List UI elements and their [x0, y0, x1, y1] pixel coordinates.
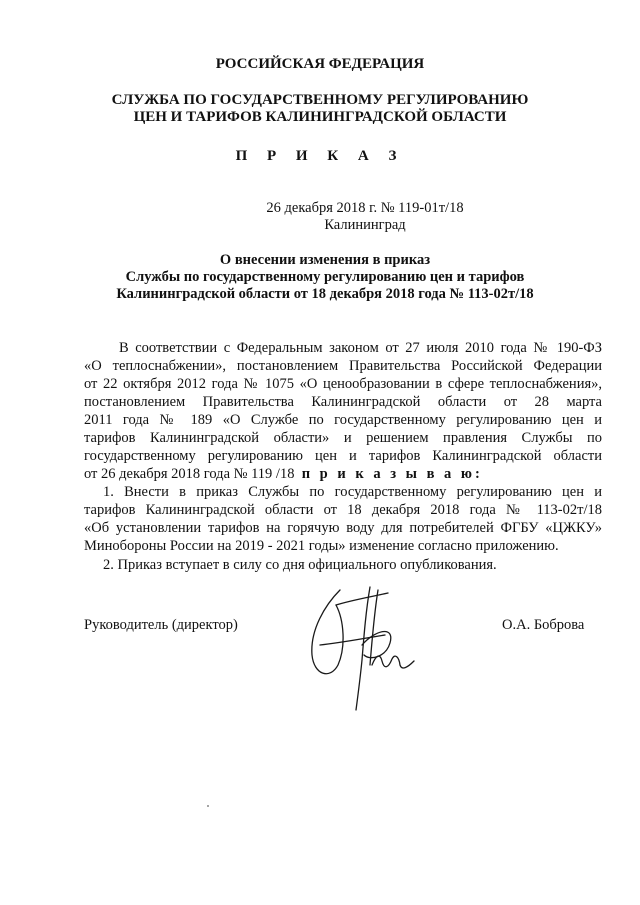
title-line2: Службы по государственному регулированию цен и тарифов: [125, 269, 525, 285]
p1-line: от 22 октября 2012 года № 1075 «О ценообразовании в сфере теплоснабжения»,: [84, 376, 602, 392]
item1-line: 1. Внести в приказ Службы по государственному регулированию цен и: [103, 484, 602, 500]
p1-line: государственному регулированию цен и тарифов Калининградской области: [84, 448, 602, 464]
header-agency-line2: ЦЕН И ТАРИФОВ КАЛИНИНГРАДСКОЙ ОБЛАСТИ: [133, 109, 507, 125]
p1-line: постановлением Правительства Калининградской области от 28 марта: [84, 394, 602, 410]
p1-last-line: [84, 465, 483, 483]
scan-speck: [207, 805, 209, 807]
signature-position: Руководитель (директор): [84, 617, 238, 633]
header-country: РОССИЙСКАЯ ФЕДЕРАЦИЯ: [215, 56, 425, 72]
date-number: 26 декабря 2018 г. № 119-01т/18: [266, 200, 464, 216]
p1-line: «О теплоснабжении», постановлением Правительства Российской Федерации: [84, 358, 602, 374]
handwritten-signature: [300, 585, 420, 715]
header-agency-line1: СЛУЖБА ПО ГОСУДАРСТВЕННОМУ РЕГУЛИРОВАНИЮ: [111, 92, 529, 108]
item1-line: «Об установлении тарифов на горячую воду для потребителей ФГБУ «ЦЖКУ»: [84, 520, 602, 536]
p1-line: тарифов Калининградской области» и решением правления Службы по: [84, 430, 602, 446]
title-line1: О внесении изменения в приказ: [219, 252, 431, 268]
order-word: п р и к а з ы в а ю:: [301, 466, 483, 482]
title-line3: Калининградской области от 18 декабря 2018 года № 113-02т/18: [116, 286, 534, 302]
doc-type: П Р И К А З: [235, 148, 405, 164]
p1-last-text: от 26 декабря 2018 года № 119 /18: [84, 466, 295, 482]
city: Калининград: [324, 217, 406, 233]
signature-name: О.А. Боброва: [502, 617, 585, 633]
p1-line: 2011 года № 189 «О Службе по государственному регулированию цен и: [84, 412, 602, 428]
p1-line: В соответствии с Федеральным законом от 27 июля 2010 года № 190-ФЗ: [119, 340, 602, 356]
item1-last-line: Минобороны России на 2019 - 2021 годы» изменение согласно приложению.: [84, 538, 559, 554]
item-2: 2. Приказ вступает в силу со дня официального опубликования.: [103, 557, 497, 573]
item1-line: тарифов Калининградской области от 18 декабря 2018 года № 113-02т/18: [84, 502, 602, 518]
